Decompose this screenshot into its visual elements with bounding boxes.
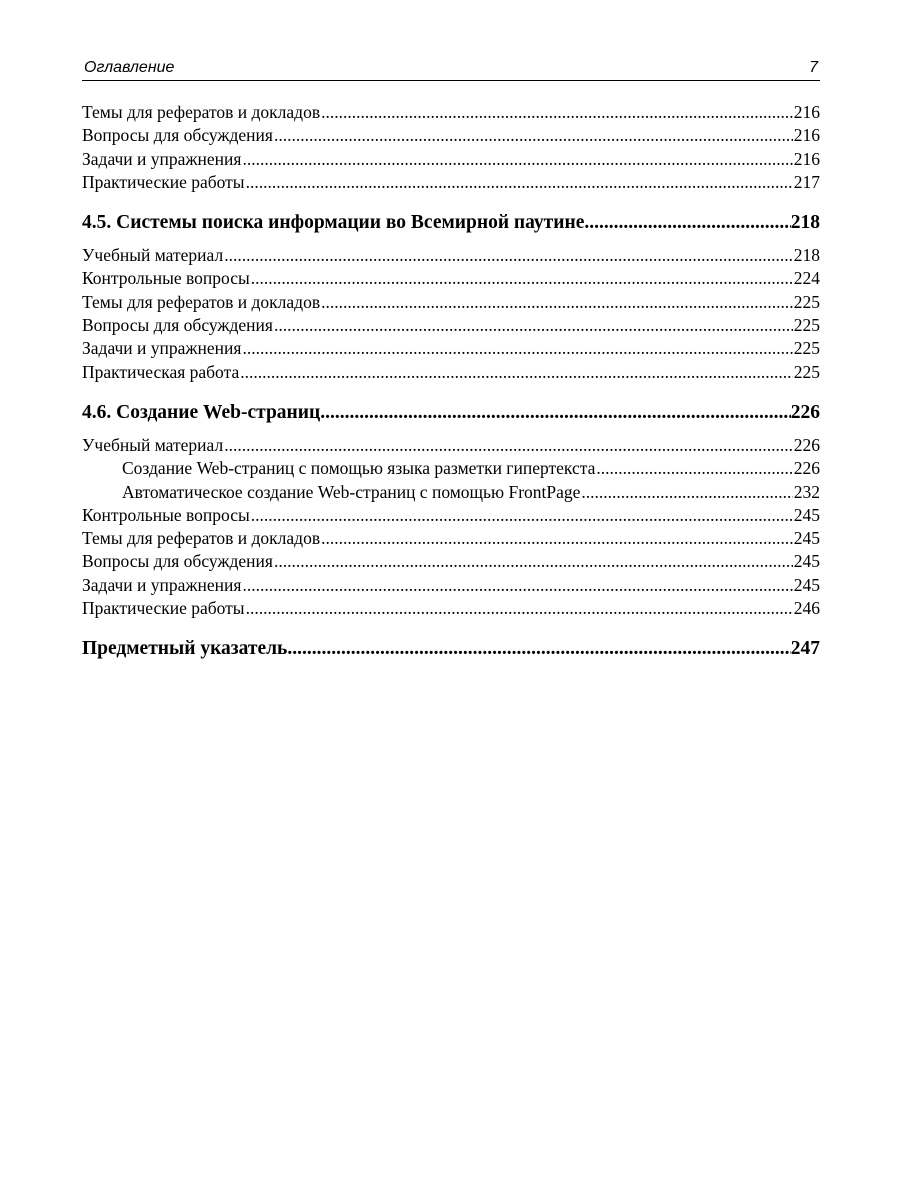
toc-entry-label: Вопросы для обсуждения — [82, 125, 273, 146]
toc-entry[interactable] — [82, 597, 820, 620]
toc-entry-label: Автоматическое создание Web-страниц с помощью FrontPage — [122, 481, 581, 502]
toc-entry[interactable] — [82, 171, 820, 194]
toc-entry[interactable] — [82, 267, 820, 290]
toc-subentry[interactable] — [82, 457, 820, 480]
toc-entry-page: 245 — [793, 551, 820, 572]
toc-entry[interactable] — [82, 337, 820, 360]
dot-leader — [251, 267, 793, 290]
toc-entry-label: Вопросы для обсуждения — [82, 315, 273, 336]
toc-entry-page: 216 — [793, 148, 820, 169]
toc-entry-label: Вопросы для обсуждения — [82, 551, 273, 572]
dot-leader — [274, 550, 793, 573]
dot-leader — [251, 504, 793, 527]
toc-entry-page: 245 — [793, 574, 820, 595]
toc-section-page: 226 — [790, 401, 820, 423]
running-header — [82, 56, 820, 81]
toc-section-label: Предметный указатель — [82, 638, 288, 660]
toc-subentry[interactable] — [82, 481, 820, 504]
dot-leader — [224, 434, 793, 457]
dot-leader — [584, 211, 790, 235]
toc-entry-label: Учебный материал — [82, 245, 224, 266]
toc-entry-page: 216 — [793, 102, 820, 122]
spacer — [82, 425, 820, 434]
toc-entry-label: Практические работы — [82, 171, 245, 192]
toc-entry-label: Темы для рефератов и докладов — [82, 291, 321, 312]
toc-entry-page: 217 — [793, 171, 820, 192]
dot-leader — [224, 244, 793, 267]
toc-section-label: 4.5. Системы поиска информации во Всемирной паутине — [82, 212, 585, 234]
toc-section-4-5[interactable] — [82, 211, 820, 235]
toc-section-4-6[interactable] — [82, 401, 820, 425]
toc-entry-page: 225 — [793, 315, 820, 336]
dot-leader — [246, 171, 793, 194]
toc-entry-page: 245 — [793, 504, 820, 525]
spacer — [82, 620, 820, 637]
toc-entry-label: Задачи и упражнения — [82, 148, 242, 169]
toc-entry-label: Контрольные вопросы — [82, 504, 250, 525]
toc-entry-page: 225 — [793, 291, 820, 312]
toc-entry-page: 232 — [793, 481, 820, 502]
toc-entry-label: Темы для рефератов и докладов — [82, 102, 321, 122]
toc-entry-page: 246 — [793, 598, 820, 619]
dot-leader — [321, 527, 793, 550]
toc-entry[interactable] — [82, 504, 820, 527]
dot-leader — [581, 481, 792, 504]
toc-entry[interactable] — [82, 574, 820, 597]
toc-entry-label: Практическая работа — [82, 361, 240, 382]
dot-leader — [242, 337, 792, 360]
toc-section-page: 218 — [790, 212, 820, 234]
toc-entry-label: Темы для рефератов и докладов — [82, 528, 321, 549]
toc-entry[interactable] — [82, 291, 820, 314]
toc-entry[interactable] — [82, 124, 820, 147]
table-of-contents — [82, 101, 820, 661]
toc-entry-page: 224 — [793, 268, 820, 289]
toc-entry-page: 245 — [793, 528, 820, 549]
dot-leader — [246, 597, 793, 620]
dot-leader — [320, 401, 791, 425]
toc-entry-label: Задачи и упражнения — [82, 338, 242, 359]
toc-entry[interactable] — [82, 148, 820, 171]
dot-leader — [321, 101, 793, 124]
dot-leader — [596, 457, 792, 480]
spacer — [82, 194, 820, 211]
dot-leader — [242, 574, 792, 597]
toc-entry-label: Задачи и упражнения — [82, 574, 242, 595]
toc-entry-label: Практические работы — [82, 598, 245, 619]
toc-entry-page: 226 — [793, 434, 820, 455]
toc-entry-page: 225 — [793, 361, 820, 382]
toc-entry[interactable] — [82, 101, 820, 124]
toc-entry[interactable] — [82, 314, 820, 337]
toc-entry[interactable] — [82, 361, 820, 384]
toc-entry-label: Создание Web-страниц с помощью языка разметки гипертекста — [122, 458, 596, 479]
spacer — [82, 384, 820, 401]
dot-leader — [321, 291, 793, 314]
page-number: 7 — [809, 59, 818, 76]
toc-entry-label: Контрольные вопросы — [82, 268, 250, 289]
dot-leader — [274, 314, 793, 337]
toc-entry-page: 216 — [793, 125, 820, 146]
dot-leader — [240, 361, 793, 384]
toc-entry[interactable] — [82, 434, 820, 457]
toc-section-page: 247 — [790, 638, 820, 660]
dot-leader — [274, 124, 793, 147]
toc-section-index[interactable] — [82, 637, 820, 661]
toc-entry[interactable] — [82, 527, 820, 550]
running-header-title: Оглавление — [84, 59, 175, 76]
dot-leader — [287, 637, 790, 661]
toc-entry[interactable] — [82, 244, 820, 267]
toc-entry[interactable] — [82, 550, 820, 573]
toc-entry-page: 218 — [793, 245, 820, 266]
toc-entry-page: 226 — [793, 458, 820, 479]
toc-entry-page: 225 — [793, 338, 820, 359]
toc-entry-label: Учебный материал — [82, 434, 224, 455]
toc-section-label: 4.6. Создание Web-страниц — [82, 401, 321, 423]
dot-leader — [242, 148, 792, 171]
spacer — [82, 235, 820, 244]
